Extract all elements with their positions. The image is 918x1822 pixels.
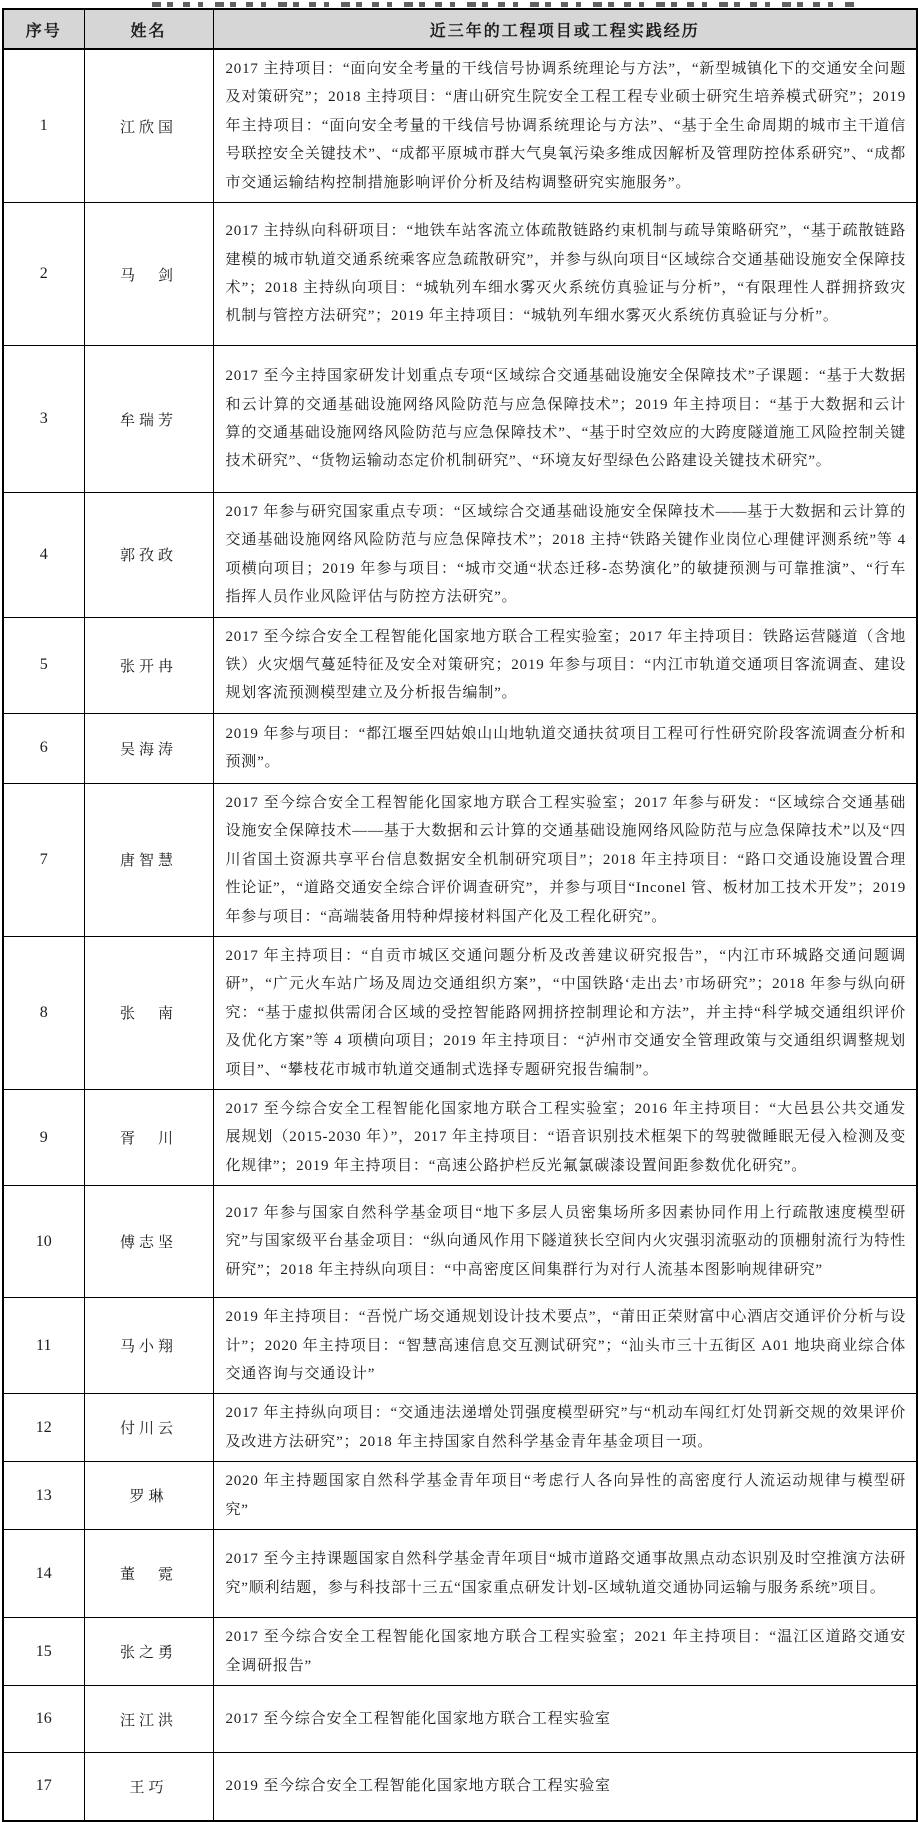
table-row [3, 346, 917, 493]
header-row [3, 9, 917, 49]
row-number-cell: 14 [3, 1530, 84, 1618]
table-row [3, 1530, 917, 1618]
row-number-cell: 16 [3, 1686, 84, 1753]
row-number-cell: 12 [3, 1394, 84, 1462]
table-row [3, 493, 917, 618]
row-experience-cell: 2019 至今综合安全工程智能化国家地方联合工程实验室 [213, 1753, 917, 1821]
row-name-cell: 张开冉 [84, 617, 213, 713]
experience-table [2, 8, 918, 1822]
clipped-caption-fragment [152, 2, 856, 7]
row-name-cell: 王巧 [84, 1753, 213, 1821]
col-header-no: 序号 [3, 9, 84, 49]
row-experience-cell: 2017 年主持纵向项目：“交通违法递增处罚强度模型研究”与“机动车闯红灯处罚新交规的效果评价及改进方法研究”；2018 年主持国家自然科学基金青年基金项目一项。 [213, 1394, 917, 1462]
row-name-cell: 张 南 [84, 936, 213, 1089]
row-name-cell: 郭孜政 [84, 493, 213, 618]
row-number-cell: 9 [3, 1089, 84, 1185]
row-experience-cell: 2017 至今综合安全工程智能化国家地方联合工程实验室；2021 年主持项目：“温江区道路交通安全调研报告” [213, 1618, 917, 1686]
table-row [3, 617, 917, 713]
row-number-cell: 17 [3, 1753, 84, 1821]
row-name-cell: 唐智慧 [84, 783, 213, 936]
table-row [3, 1462, 917, 1530]
table-row [3, 1298, 917, 1394]
row-name-cell: 牟瑞芳 [84, 346, 213, 493]
row-number-cell: 7 [3, 783, 84, 936]
row-name-cell: 罗琳 [84, 1462, 213, 1530]
row-name-cell: 马 剑 [84, 203, 213, 346]
row-name-cell: 付川云 [84, 1394, 213, 1462]
row-number-cell: 2 [3, 203, 84, 346]
row-experience-cell: 2017 主持项目：“面向安全考量的干线信号协调系统理论与方法”，“新型城镇化下的交通安全问题及对策研究”；2018 主持项目：“唐山研究生院安全工程工程专业硕士研究生培养模式研究”；2019 年主持项目：“面向安全考量的干线信号协调系统理论与方法”、“基于全生命周期的城市主干道信号联控安全关键技术”、“成都平原城市群大气臭氧污染多维成因解析及管理防控体系研究”、“成都市交通运输结构控制措施影响评价分析及结构调整研究实施服务”。 [213, 49, 917, 203]
table-row [3, 49, 917, 203]
table-row [3, 1686, 917, 1753]
row-experience-cell: 2017 至今综合安全工程智能化国家地方联合工程实验室；2016 年主持项目：“大邑县公共交通发展规划（2015-2030 年）”，2017 年主持项目：“语音识别技术框架下的驾驶微睡眠无侵入检测及变化规律”；2019 年主持项目：“高速公路护栏反光氟氯碳漆设置间距参数优化研究”。 [213, 1089, 917, 1185]
table-row [3, 1089, 917, 1185]
row-experience-cell: 2017 至今主持国家研发计划重点专项“区域综合交通基础设施安全保障技术”子课题：“基于大数据和云计算的交通基础设施网络风险防范与应急保障技术”；2019 年主持项目：“基于大数据和云计算的交通基础设施网络风险防范与应急保障技术”、“基于时空效应的大跨度隧道施工风险控制关键技术研究”、“货物运输动态定价机制研究”、“环境友好型绿色公路建设关键技术研究”。 [213, 346, 917, 493]
table-row [3, 1394, 917, 1462]
table-row [3, 1753, 917, 1821]
table-row [3, 936, 917, 1089]
row-experience-cell: 2019 年参与项目：“都江堰至四姑娘山山地轨道交通扶贫项目工程可行性研究阶段客流调查分析和预测”。 [213, 713, 917, 783]
row-number-cell: 15 [3, 1618, 84, 1686]
row-number-cell: 10 [3, 1186, 84, 1298]
row-name-cell: 吴海涛 [84, 713, 213, 783]
col-header-name: 姓名 [84, 9, 213, 49]
row-experience-cell: 2017 年主持项目：“自贡市城区交通问题分析及改善建议研究报告”，“内江市环城路交通问题调研”，“广元火车站广场及周边交通组织方案”，“中国铁路‘走出去’市场研究”；2018 年参与纵向研究：“基于虚拟供需闭合区域的受控智能路网拥挤控制理论和方法”，并主持“科学城交通组织评价及优化方案”等 4 项横向项目；2019 年主持项目：“泸州市交通安全管理政策与交通组织调整规划项目”、“攀枝花市城市轨道交通制式选择专题研究报告编制”。 [213, 936, 917, 1089]
row-experience-cell: 2017 至今综合安全工程智能化国家地方联合工程实验室；2017 年主持项目：铁路运营隧道（含地铁）火灾烟气蔓延特征及安全对策研究；2019 年参与项目：“内江市轨道交通项目客流调查、建设规划客流预测模型建立及分析报告编制”。 [213, 617, 917, 713]
row-experience-cell: 2017 主持纵向科研项目：“地铁车站客流立体疏散链路约束机制与疏导策略研究”，“基于疏散链路建模的城市轨道交通系统乘客应急疏散研究”，并参与纵向项目“区域综合交通基础设施安全保障技术”；2018 主持纵向项目：“城轨列车细水雾灭火系统仿真验证与分析”，“有限理性人群拥挤致灾机制与管控方法研究”；2019 年主持项目：“城轨列车细水雾灭火系统仿真验证与分析”。 [213, 203, 917, 346]
row-experience-cell: 2019 年主持项目：“吾悦广场交通规划设计技术要点”，“莆田正荣财富中心酒店交通评价分析与设计”；2020 年主持项目：“智慧高速信息交互测试研究”；“汕头市三十五街区 A01 地块商业综合体交通咨询与交通设计” [213, 1298, 917, 1394]
table-row [3, 203, 917, 346]
table-row [3, 783, 917, 936]
row-number-cell: 11 [3, 1298, 84, 1394]
row-name-cell: 江欣国 [84, 49, 213, 203]
table-row [3, 1186, 917, 1298]
row-number-cell: 5 [3, 617, 84, 713]
row-experience-cell: 2017 年参与国家自然科学基金项目“地下多层人员密集场所多因素协同作用上行疏散速度模型研究”与国家级平台基金项目：“纵向通风作用下隧道狭长空间内火灾强羽流驱动的顶棚射流行为特性研究”；2018 年主持纵向项目：“中高密度区间集群行为对行人流基本图影响规律研究” [213, 1186, 917, 1298]
row-name-cell: 张之勇 [84, 1618, 213, 1686]
col-header-experience: 近三年的工程项目或工程实践经历 [213, 9, 917, 49]
row-name-cell: 胥 川 [84, 1089, 213, 1185]
row-experience-cell: 2017 年参与研究国家重点专项：“区域综合交通基础设施安全保障技术——基于大数据和云计算的交通基础设施网络风险防范与应急保障技术”；2018 主持“铁路关键作业岗位心理健评测系统”等 4 项横向项目；2019 年参与项目：“城市交通“状态迁移-态势演化”的敏捷预测与可靠推演”、“行车指挥人员作业风险评估与防控方法研究”。 [213, 493, 917, 618]
row-number-cell: 13 [3, 1462, 84, 1530]
row-name-cell: 傅志坚 [84, 1186, 213, 1298]
row-number-cell: 3 [3, 346, 84, 493]
row-experience-cell: 2017 至今主持课题国家自然科学基金青年项目“城市道路交通事故黑点动态识别及时空推演方法研究”顺利结题，参与科技部十三五“国家重点研发计划-区域轨道交通协同运输与服务系统”项目。 [213, 1530, 917, 1618]
row-experience-cell: 2017 至今综合安全工程智能化国家地方联合工程实验室 [213, 1686, 917, 1753]
row-experience-cell: 2020 年主持题国家自然科学基金青年项目“考虑行人各向异性的高密度行人流运动规律与模型研究” [213, 1462, 917, 1530]
row-name-cell: 汪江洪 [84, 1686, 213, 1753]
row-number-cell: 4 [3, 493, 84, 618]
table-row [3, 1618, 917, 1686]
row-name-cell: 董 霓 [84, 1530, 213, 1618]
row-name-cell: 马小翔 [84, 1298, 213, 1394]
row-number-cell: 1 [3, 49, 84, 203]
table-row [3, 713, 917, 783]
row-number-cell: 8 [3, 936, 84, 1089]
row-experience-cell: 2017 至今综合安全工程智能化国家地方联合工程实验室；2017 年参与研发：“区域综合交通基础设施安全保障技术——基于大数据和云计算的交通基础设施网络风险防范与应急保障技术”以及“四川省国土资源共享平台信息数据安全机制研究项目”；2018 年主持项目：“路口交通设施设置合理性论证”，“道路交通安全综合评价调查研究”，并参与项目“Inconel 管、板材加工技术开发”；2019 年参与项目：“高端装备用特种焊接材料国产化及工程化研究”。 [213, 783, 917, 936]
row-number-cell: 6 [3, 713, 84, 783]
table-body [3, 49, 917, 1821]
